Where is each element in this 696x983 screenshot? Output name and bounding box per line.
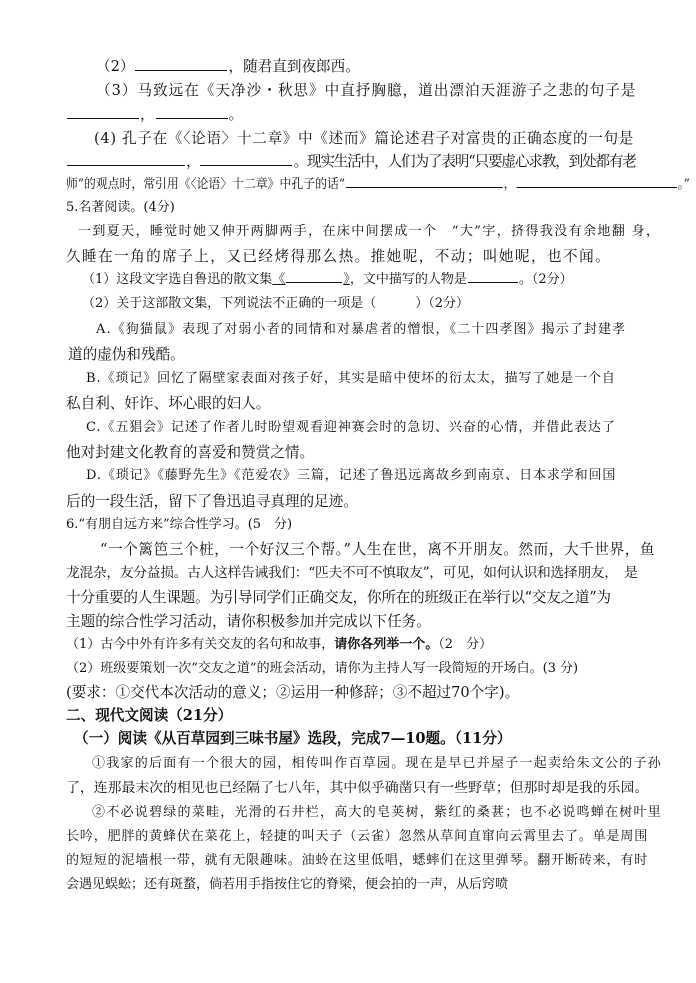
text-line: [100, 541, 655, 559]
text-segment: 十分重要的人生课题。为引导同学们正确交友，你所在的班级正在举行以“交友之道”为: [66, 589, 611, 606]
text-line: [66, 248, 611, 266]
answer-blank[interactable]: [286, 281, 342, 283]
text-line: [66, 565, 638, 582]
text-segment: 。现实生活中，人们为了表明“只要虚心求教，到处都有老: [293, 153, 636, 170]
text-segment: （3）马致远在《天净沙・秋思》中直抒胸臆，道出漂泊天涯游子之悲的句子是: [96, 82, 637, 99]
text-line: [66, 613, 431, 631]
text-segment: 道的虚伪和残酷。: [68, 346, 185, 363]
text-line: [66, 589, 611, 607]
text-segment: 的短短的泥墙根一带，就有无限趣味。油蛉在这里低唱，蟋蟀们在这里弹琴。翻开断砖来，有时: [66, 853, 649, 868]
text-line: [66, 829, 648, 845]
text-segment: （1）古今中外有许多有关交友的名句和故事，: [66, 637, 335, 652]
text-segment: ，: [186, 153, 200, 170]
text-segment: 6.“有朋自远方来”综合性学习。(5 分): [66, 517, 293, 532]
text-segment: 》: [343, 272, 350, 287]
text-line: [66, 707, 232, 725]
text-segment: 久睡在一角的席子上，又已经烤得那么热。推她呢，不动；叫她呢，也不闻。: [66, 248, 612, 265]
text-line: [96, 58, 360, 76]
text-line: [96, 322, 626, 338]
text-line: [68, 346, 185, 364]
text-segment: 。”: [677, 177, 690, 192]
text-line: [66, 395, 270, 413]
answer-blank[interactable]: [135, 69, 227, 71]
text-segment: （1）这段文字选自鲁迅的散文集: [82, 272, 273, 287]
text-segment: 《: [272, 272, 286, 287]
text-segment: ，随君直到夜郎西。: [228, 58, 360, 75]
text-line: [66, 177, 690, 193]
text-line: [94, 130, 634, 148]
text-segment: 。（2分）: [518, 272, 573, 287]
answer-blank[interactable]: [156, 117, 228, 119]
answer-blank[interactable]: [67, 117, 139, 119]
text-segment: （2）班级要策划一次“交友之道”的班会活动，请你为主持人写一段简短的开场白。(3 分): [66, 661, 579, 676]
text-line: [66, 444, 314, 462]
text-line: [74, 730, 512, 748]
text-segment: 请你各列举一个。: [334, 637, 439, 652]
text-segment: 了，连那最末次的相见也已经隔了七八年，其中似乎确凿只有一些野草；但那时却是我的乐园。: [66, 780, 649, 796]
text-segment: B.《琐记》回忆了隔壁家表面对孩子好，其实是暗中使坏的衍太太，描写了她是一个自: [86, 371, 616, 386]
text-segment: ，文中描写的人物是: [349, 272, 467, 287]
text-segment: ①我家的后面有一个很大的园，相传叫作百草园。现在是早已并屋子一起卖给朱文公的子孙: [92, 756, 663, 771]
answer-blank[interactable]: [468, 281, 518, 283]
text-segment: C.《五猖会》记述了作者儿时盼望观看迎神赛会时的急切、兴奋的心情，并借此表达了: [86, 420, 616, 435]
answer-blank[interactable]: [200, 164, 292, 166]
text-line: [66, 637, 492, 653]
text-line: [92, 805, 662, 821]
text-segment: 。: [228, 106, 244, 123]
text-segment: 长吟，肥胖的黄蜂伏在菜花上，轻捷的叫天子（云雀）忽然从草间直窜向云霄里去了。单是周围: [66, 829, 649, 844]
text-segment: 一到夏天，睡觉时她又伸开两脚两手，在床中间摆成一个 “大”字，挤得我没有余地翻 身，: [78, 224, 661, 239]
text-line: [86, 468, 616, 484]
text-line: [66, 106, 243, 124]
text-segment: 二、现代文阅读（21分）: [66, 707, 233, 724]
text-line: [66, 780, 648, 797]
text-segment: ，: [140, 106, 155, 123]
answer-blank[interactable]: [516, 186, 677, 188]
text-line: [92, 756, 662, 772]
text-line: [66, 517, 292, 533]
text-line: [78, 224, 660, 240]
text-line: [86, 371, 616, 387]
text-line: [82, 272, 573, 288]
text-segment: “一个篱笆三个桩，一个好汉三个帮。”人生在世，离不开朋友。然而，大千世界，鱼: [100, 541, 656, 558]
text-segment: 会遇见蜈蚣；还有斑蝥，倘若用手指按住它的脊梁，便会拍的一声，从后窍喷: [66, 877, 509, 892]
text-line: [66, 153, 636, 171]
text-segment: D.《琐记》《藤野先生》《范爱农》三篇，记述了鲁迅远离故乡到南京、日本求学和回国: [86, 468, 617, 483]
text-segment: 师”的观点时，常引用《〈论语〉十二章》中孔子的话“: [66, 177, 345, 192]
text-segment: A.《狗猫鼠》表现了对弱小者的同情和对暴虐者的憎恨，《二十四孝图》揭示了封建孝: [96, 322, 627, 337]
text-line: [82, 296, 469, 312]
text-line: [66, 853, 648, 869]
text-segment: 主题的综合性学习活动，请你积极参加并完成以下任务。: [66, 613, 431, 630]
answer-blank[interactable]: [346, 186, 503, 188]
text-segment: ②不必说碧绿的菜畦，光滑的石井栏，高大的皂荚树，紫红的桑葚；也不必说鸣蝉在树叶里: [92, 805, 663, 820]
text-line: [96, 82, 636, 100]
text-segment: （2）关于这部散文集，下列说法不正确的一项是（ ）（2分）: [82, 296, 470, 311]
text-segment: (4) 孔子在《〈论语〉十二章》中《述而》篇论述君子对富贵的正确态度的一句是: [94, 130, 635, 147]
text-line: [66, 684, 519, 702]
text-segment: 5.名著阅读。(4分): [66, 200, 175, 215]
text-line: [86, 420, 616, 436]
text-segment: 他对封建文化教育的喜爱和赞赏之情。: [66, 444, 315, 461]
answer-blank[interactable]: [67, 164, 185, 166]
text-segment: （2）: [96, 58, 135, 75]
text-line: [66, 877, 508, 893]
text-line: [66, 661, 578, 677]
text-line: [66, 493, 358, 511]
text-segment: ，: [503, 177, 516, 192]
text-segment: (要求：①交代本次活动的意义；②运用一种修辞；③不超过70个字)。: [66, 684, 520, 701]
text-segment: 私自利、奸诈、坏心眼的妇人。: [66, 395, 271, 412]
text-line: [66, 200, 175, 216]
text-segment: （一）阅读《从百草园到三味书屋》选段，完成7—10题。（11分）: [74, 730, 512, 747]
text-segment: （2 分）: [438, 637, 493, 652]
text-segment: 龙混杂，友分益损。古人这样告诫我们：“匹夫不可不慎取友”，可见，如何认识和选择朋友， 是: [66, 565, 638, 581]
text-segment: 后的一段生活，留下了鲁迅追寻真理的足迹。: [66, 493, 358, 510]
